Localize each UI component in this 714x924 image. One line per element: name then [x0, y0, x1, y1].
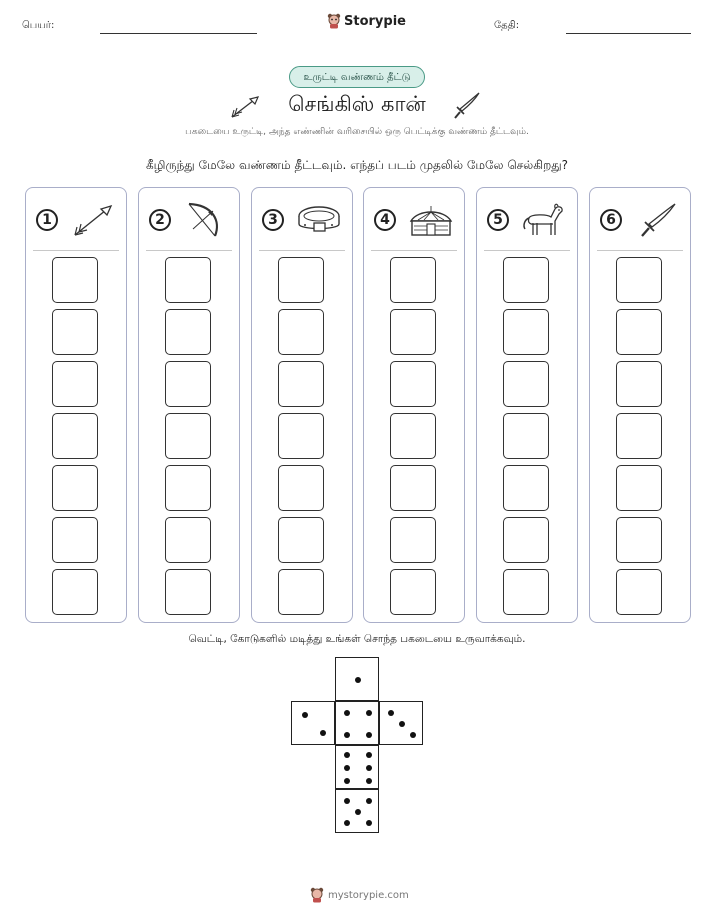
bow-icon: [183, 201, 229, 239]
column-divider: [371, 250, 457, 251]
die-pip: [366, 732, 372, 738]
die-pip: [344, 732, 350, 738]
color-box[interactable]: [503, 465, 549, 511]
storypie-mascot-icon: [310, 887, 324, 903]
die-pip: [399, 721, 405, 727]
color-box[interactable]: [616, 309, 662, 355]
color-box[interactable]: [503, 569, 549, 615]
die-face-1: [335, 657, 379, 701]
color-box[interactable]: [278, 309, 324, 355]
question-text: கீழிருந்து மேலே வண்ணம் தீட்டவும். எந்தப் படம் முதலில் மேலே செல்கிறது?: [145, 158, 569, 172]
belt-icon: [296, 201, 342, 239]
die-pip: [302, 712, 308, 718]
page-subtitle: பகடையை உருட்டி, அந்த எண்ணின் வரிசையில் ஒரு பெட்டிக்கு வண்ணம் தீட்டவும்.: [185, 127, 529, 137]
color-box[interactable]: [390, 413, 436, 459]
die-pip: [388, 710, 394, 716]
name-line[interactable]: [100, 33, 257, 34]
color-box[interactable]: [165, 413, 211, 459]
color-box[interactable]: [503, 361, 549, 407]
color-box[interactable]: [390, 309, 436, 355]
sword-icon: [634, 201, 680, 239]
color-box[interactable]: [616, 569, 662, 615]
color-box[interactable]: [52, 309, 98, 355]
color-box[interactable]: [278, 569, 324, 615]
storypie-mascot-icon: [327, 13, 341, 29]
column-number: 6: [600, 209, 622, 231]
die-face-3: [379, 701, 423, 745]
column-divider: [597, 250, 683, 251]
die-pip: [355, 677, 361, 683]
color-box[interactable]: [278, 361, 324, 407]
color-box[interactable]: [52, 517, 98, 563]
die-pip: [355, 809, 361, 815]
page-title: செங்கிஸ் கான்: [288, 92, 426, 116]
die-face-4: [335, 701, 379, 745]
date-line[interactable]: [566, 33, 691, 34]
column-number: 3: [262, 209, 284, 231]
color-box[interactable]: [278, 465, 324, 511]
die-pip: [366, 752, 372, 758]
arrow-icon: [70, 201, 116, 239]
color-box[interactable]: [616, 361, 662, 407]
column-5: [476, 187, 578, 623]
column-3: [251, 187, 353, 623]
yurt-icon: [408, 201, 454, 239]
die-pip: [344, 778, 350, 784]
date-label: தேதி:: [494, 20, 520, 31]
die-pip: [344, 710, 350, 716]
color-box[interactable]: [390, 569, 436, 615]
color-box[interactable]: [52, 361, 98, 407]
color-box[interactable]: [165, 257, 211, 303]
die-face-6: [335, 745, 379, 789]
color-box[interactable]: [616, 257, 662, 303]
footer-url: mystorypie.com: [328, 889, 409, 901]
column-number: 4: [374, 209, 396, 231]
column-number: 2: [149, 209, 171, 231]
color-box[interactable]: [503, 309, 549, 355]
color-box[interactable]: [52, 569, 98, 615]
die-pip: [410, 732, 416, 738]
color-box[interactable]: [503, 413, 549, 459]
column-divider: [484, 250, 570, 251]
column-divider: [146, 250, 232, 251]
color-box[interactable]: [165, 517, 211, 563]
die-face-2: [291, 701, 335, 745]
color-box[interactable]: [52, 257, 98, 303]
horse-icon: [521, 201, 567, 239]
activity-tag: உருட்டி வண்ணம் தீட்டு: [289, 66, 425, 88]
name-label: பெயர்:: [22, 20, 55, 31]
column-2: [138, 187, 240, 623]
die-pip: [366, 798, 372, 804]
color-box[interactable]: [52, 465, 98, 511]
column-1: [25, 187, 127, 623]
column-number: 1: [36, 209, 58, 231]
column-divider: [33, 250, 119, 251]
color-box[interactable]: [390, 257, 436, 303]
color-box[interactable]: [503, 257, 549, 303]
column-divider: [259, 250, 345, 251]
color-box[interactable]: [390, 361, 436, 407]
color-box[interactable]: [165, 465, 211, 511]
die-pip: [366, 710, 372, 716]
column-number: 5: [487, 209, 509, 231]
brand-name: Storypie: [344, 13, 406, 29]
die-pip: [366, 820, 372, 826]
die-pip: [366, 778, 372, 784]
color-box[interactable]: [616, 465, 662, 511]
sword-icon: [452, 91, 482, 121]
color-box[interactable]: [390, 517, 436, 563]
color-box[interactable]: [165, 361, 211, 407]
color-box[interactable]: [616, 413, 662, 459]
footer: [310, 887, 409, 903]
color-box[interactable]: [165, 569, 211, 615]
cutout-instruction: வெட்டி, கோடுகளில் மடித்து உங்கள் சொந்த பகடையை உருவாக்கவும்.: [188, 633, 526, 645]
die-pip: [344, 798, 350, 804]
color-box[interactable]: [165, 309, 211, 355]
column-6: [589, 187, 691, 623]
color-box[interactable]: [278, 413, 324, 459]
die-pip: [320, 730, 326, 736]
die-pip: [366, 765, 372, 771]
brand-logo: [327, 13, 406, 29]
color-box[interactable]: [278, 257, 324, 303]
color-box[interactable]: [616, 517, 662, 563]
die-face-5: [335, 789, 379, 833]
column-4: [363, 187, 465, 623]
color-box[interactable]: [390, 465, 436, 511]
die-pip: [344, 765, 350, 771]
die-pip: [344, 820, 350, 826]
color-box[interactable]: [52, 413, 98, 459]
color-box[interactable]: [278, 517, 324, 563]
die-pip: [344, 752, 350, 758]
color-box[interactable]: [503, 517, 549, 563]
